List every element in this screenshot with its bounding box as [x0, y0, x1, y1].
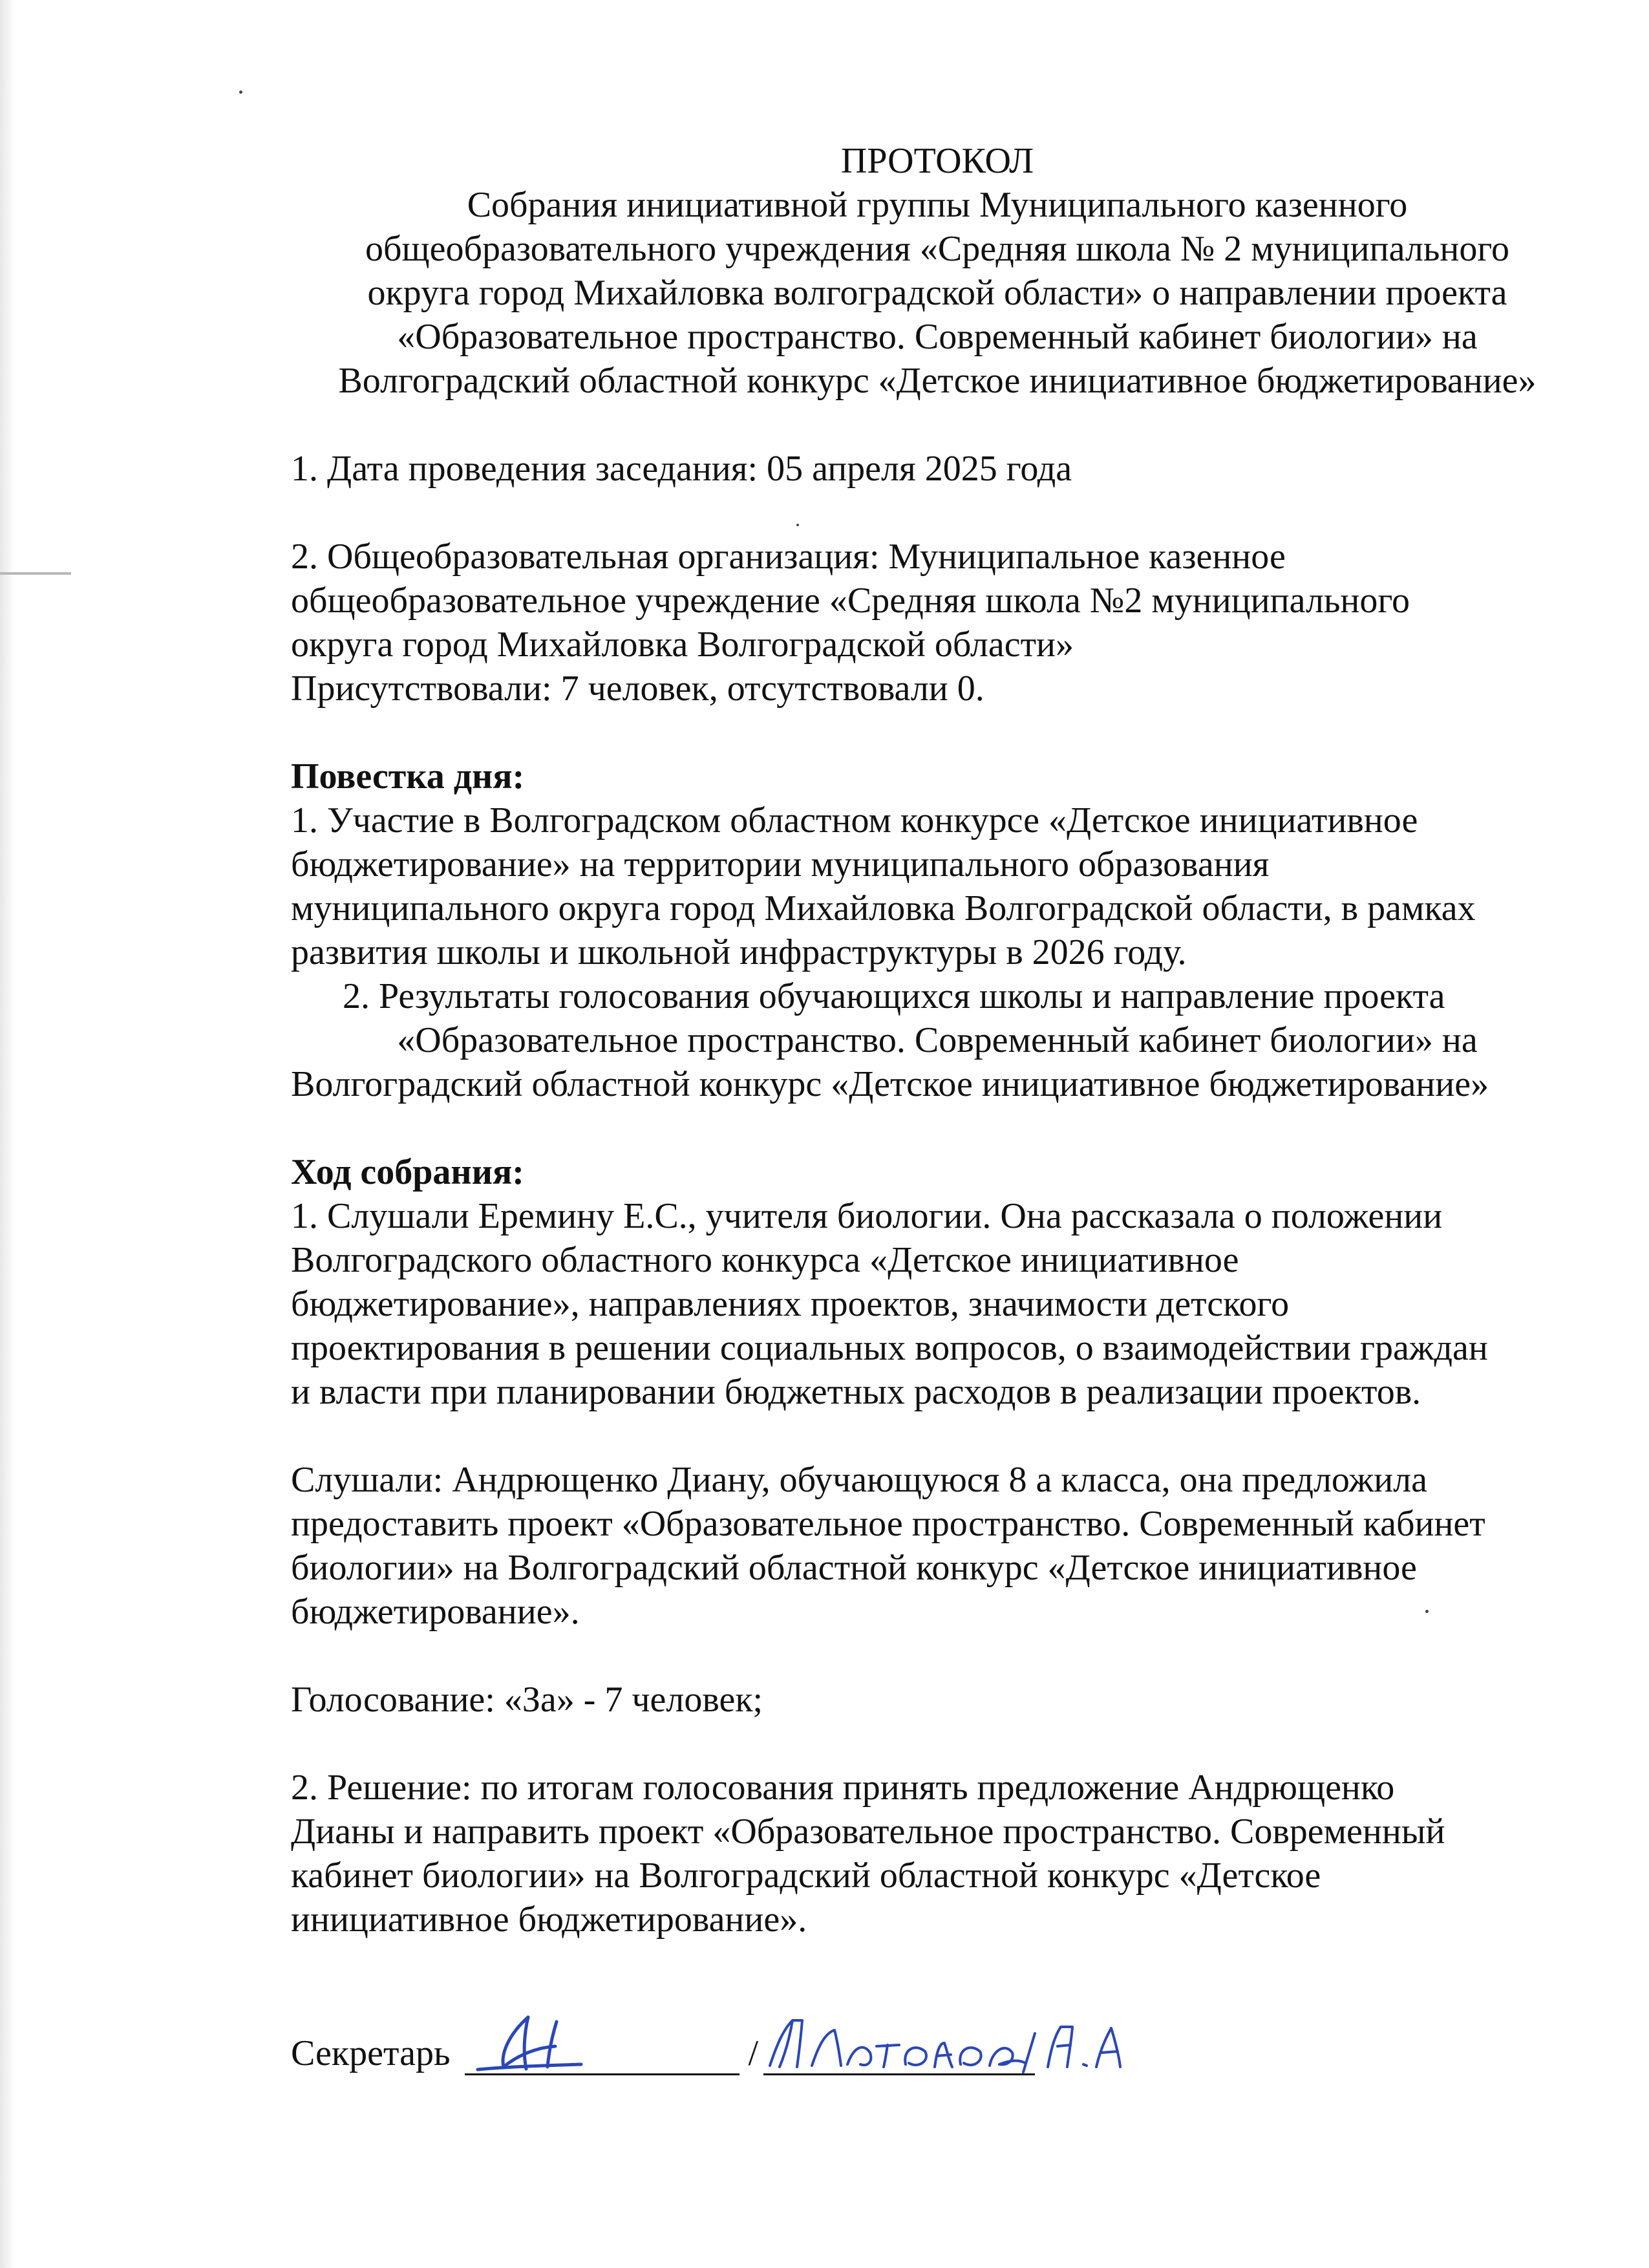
scan-speck [239, 91, 242, 94]
header-line: Собрания инициативной группы Муниципального казенного [467, 185, 1408, 225]
document-header [291, 139, 1584, 403]
organization-line: 2. Общеобразовательная организация: Муниципальное казенное [291, 537, 1286, 577]
handwritten-signature-icon [465, 2007, 594, 2079]
handwritten-name-icon [763, 2007, 1125, 2079]
agenda-item-1: бюджетирование» на территории муниципального образования [291, 844, 1270, 884]
scan-page-edge [0, 0, 14, 2268]
agenda-section [291, 754, 1584, 1106]
agenda-item-1: муниципального округа город Михайловка Волгоградской области, в рамках [291, 888, 1476, 928]
protocol-document [291, 139, 1584, 2075]
decision-paragraph: 2. Решение: по итогам голосования принять предложение Андрющенко [291, 1768, 1395, 1808]
proceedings-paragraph-1: Волгоградского областного конкурса «Детское инициативное [291, 1240, 1239, 1280]
signature-line [465, 2029, 739, 2075]
proceedings-paragraph-1: проектирования в решении социальных вопросов, о взаимодействии граждан [291, 1328, 1488, 1368]
organization-line: округа город Михайловка Волгоградской области» [291, 625, 1074, 665]
proceedings-paragraph-2: предоставить проект «Образовательное пространство. Современный кабинет [291, 1504, 1485, 1544]
decision-paragraph: инициативное бюджетирование». [291, 1899, 807, 1940]
proceedings-paragraph-2: бюджетирование». [291, 1592, 580, 1632]
agenda-item-2: Волгоградский областной конкурс «Детское инициативное бюджетирование» [291, 1064, 1489, 1104]
proceedings-paragraph-2: Слушали: Андрющенко Диану, обучающуюся 8 а класса, она предложила [291, 1460, 1427, 1500]
organization-line: общеобразовательное учреждение «Средняя школа №2 муниципального [291, 581, 1410, 621]
document-title: ПРОТОКОЛ [840, 141, 1034, 181]
proceedings-paragraph-1: 1. Слушали Еремину Е.С., учителя биологии. Она рассказала о положении [291, 1196, 1443, 1236]
signature-separator: / [748, 2033, 759, 2073]
meeting-date: 1. Дата проведения заседания: 05 апреля 2025 года [291, 449, 1072, 489]
header-line: общеобразовательного учреждения «Средняя школа № 2 муниципального [365, 229, 1509, 269]
agenda-item-2: «Образовательное пространство. Современный кабинет биологии» на [397, 1020, 1478, 1060]
secretary-label: Секретарь [291, 2033, 451, 2073]
proceedings-paragraph-2: биологии» на Волгоградский областной конкурс «Детское инициативное [291, 1548, 1417, 1588]
proceedings-heading: Ход собрания: [291, 1152, 524, 1192]
vote-result: Голосование: «За» - 7 человек; [291, 1680, 763, 1720]
proceedings-section [291, 1150, 1584, 1942]
scan-edge-mark [0, 572, 71, 575]
attendance-line: Присутствовали: 7 человек, отсутствовали 0. [291, 669, 984, 709]
header-line: Волгоградский областной конкурс «Детское инициативное бюджетирование» [338, 361, 1537, 401]
signature-row [291, 2029, 1584, 2075]
proceedings-paragraph-1: бюджетирование», направлениях проектов, значимости детского [291, 1284, 1290, 1324]
proceedings-paragraph-1: и власти при планировании бюджетных расходов в реализации проектов. [291, 1372, 1421, 1412]
decision-paragraph: Дианы и направить проект «Образовательное пространство. Современный [291, 1812, 1445, 1852]
decision-paragraph: кабинет биологии» на Волгоградский областной конкурс «Детское [291, 1856, 1321, 1896]
organization-section [291, 535, 1584, 711]
header-line: «Образовательное пространство. Современный кабинет биологии» на [397, 317, 1478, 357]
agenda-item-1: развития школы и школьной инфраструктуры в 2026 году. [291, 932, 1187, 972]
header-line: округа город Михайловка волгоградской области» о направлении проекта [367, 273, 1507, 313]
agenda-item-2: 2. Результаты голосования обучающихся школы и направление проекта [343, 976, 1445, 1016]
handwritten-name-field [763, 2029, 1035, 2075]
agenda-heading: Повестка дня: [291, 756, 525, 797]
agenda-item-1: 1. Участие в Волгоградском областном конкурсе «Детское инициативное [291, 800, 1418, 840]
